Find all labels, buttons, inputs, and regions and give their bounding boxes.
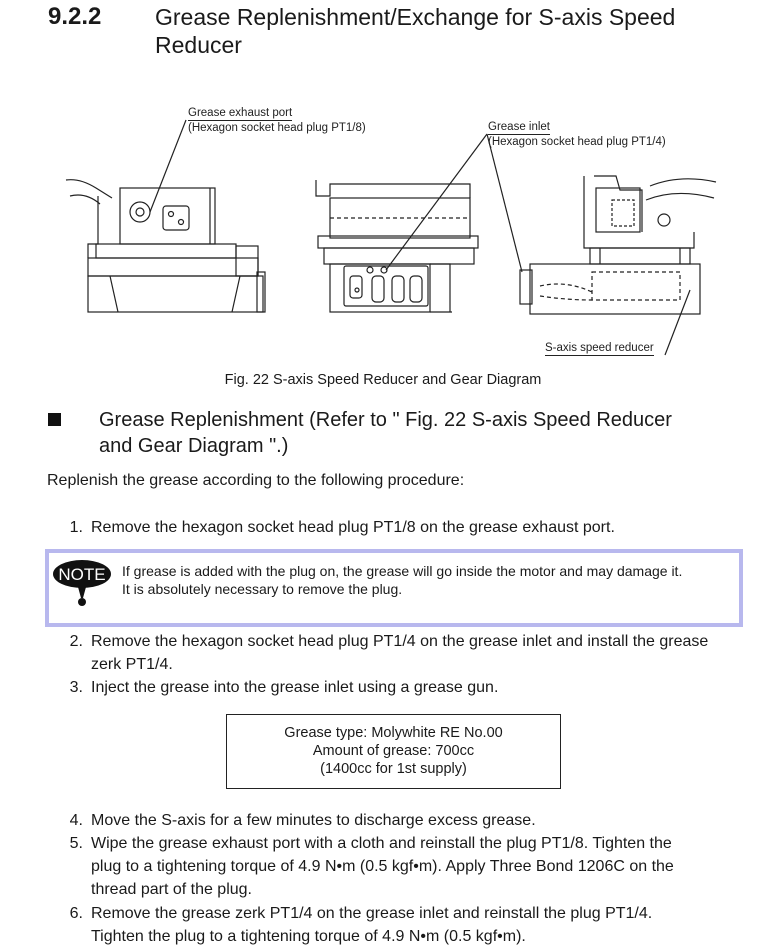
step-text (91, 832, 741, 901)
step-text-line2: zerk PT1/4. (91, 656, 173, 673)
step-text-line2: plug to a tightening torque of 4.9 N•m (0.5 kgf•m). Apply Three Bond 1206C on the (91, 858, 674, 875)
step-text (91, 902, 741, 948)
callout-inlet-line1: Grease inlet (488, 121, 551, 133)
subsection-heading-line1: Grease Replenishment (Refer to " Fig. 22 S-axis Speed Reducer (99, 409, 672, 431)
callout-exhaust-line2: (Hexagon socket head plug PT1/8) (188, 122, 366, 134)
step-text: Move the S-axis for a few minutes to discharge excess grease. (91, 812, 536, 829)
note-line1: If grease is added with the plug on, the grease will go inside the motor and may damage it. (122, 563, 683, 579)
step-text-line3: thread part of the plug. (91, 881, 252, 898)
step-text-line1: Wipe the grease exhaust port with a cloth and reinstall the plug PT1/8. Tighten the (91, 835, 672, 852)
section-title-line1: Grease Replenishment/Exchange for S-axis Speed (155, 4, 676, 30)
step-text-line2: Tighten the plug to a tightening torque of 4.9 N•m (0.5 kgf•m). (91, 928, 526, 945)
step-number: 3. (69, 679, 83, 696)
step-number: 5. (69, 835, 83, 852)
step-text: Remove the hexagon socket head plug PT1/8 on the grease exhaust port. (91, 519, 615, 536)
step-number: 6. (69, 905, 83, 922)
grease-first-supply: (1400cc for 1st supply) (320, 761, 467, 777)
step-text-line1: Remove the hexagon socket head plug PT1/4 on the grease inlet and install the grease (91, 633, 709, 650)
step-number: 4. (69, 812, 83, 829)
callout-exhaust-line1: Grease exhaust port (188, 107, 293, 119)
step-text (91, 630, 741, 676)
step-text: Inject the grease into the grease inlet using a grease gun. (91, 679, 499, 696)
subsection-heading-line2: and Gear Diagram ".) (99, 435, 289, 457)
note-text (122, 562, 732, 598)
grease-spec-box (226, 714, 561, 789)
step-text-line1: Remove the grease zerk PT1/4 on the grease inlet and reinstall the plug PT1/4. (91, 905, 653, 922)
step-number: 2. (69, 633, 83, 650)
s-axis-reducer-diagram (0, 0, 766, 370)
step-number: 1. (69, 519, 83, 536)
callout-inlet-line2: (Hexagon socket head plug PT1/4) (488, 136, 666, 148)
intro-text: Replenish the grease according to the following procedure: (47, 472, 465, 489)
grease-amount: Amount of grease: 700cc (312, 743, 475, 759)
note-icon-label: NOTE (58, 565, 106, 584)
grease-spec-content (227, 715, 560, 778)
square-bullet-icon (48, 413, 61, 426)
callout-speed-reducer: S-axis speed reducer (545, 342, 654, 354)
grease-type: Grease type: Molywhite RE No.00 (284, 725, 503, 741)
subsection-heading (99, 407, 739, 459)
section-title-line2: Reducer (155, 32, 242, 58)
note-line2: It is absolutely necessary to remove the plug. (122, 581, 403, 597)
section-number: 9.2.2 (48, 3, 102, 30)
note-icon (52, 558, 114, 610)
figure-caption: Fig. 22 S-axis Speed Reducer and Gear Diagram (224, 372, 542, 388)
